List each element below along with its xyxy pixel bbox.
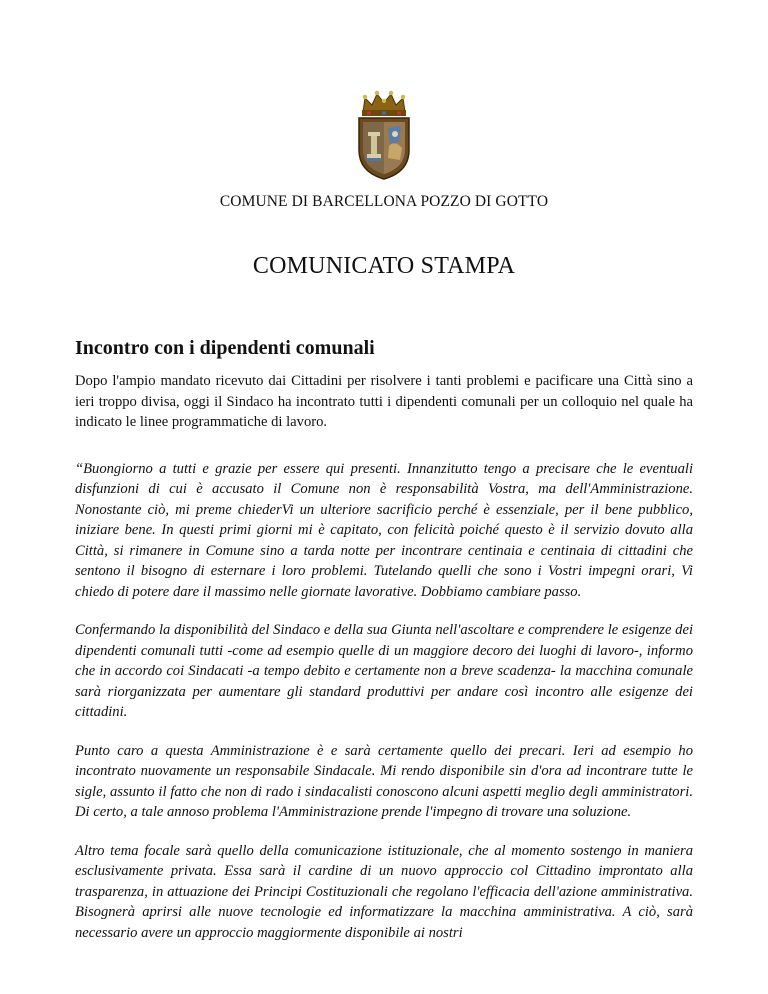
crest-logo [355, 88, 413, 180]
quote-paragraph: Confermando la disponibilità del Sindaco e della sua Giunta nell'ascoltare e comprendere le esigenze dei dipendenti comunali tutti -come ad esempio quelle di un maggiore decoro dei luoghi di lavoro-, informo che in accordo coi Sindacati -a tempo debito e certamente non a breve scadenza- la macchina comunale sarà riorganizzata per aumentare gli standard produttivi per andare così incontro alle esigenze dei cittadini. [75, 622, 693, 720]
quote-paragraph: Punto caro a questa Amministrazione è e sarà certamente quello dei precari. Ieri ad esempio ho incontrato nuovamente un responsabile Sindacale. Mi rendo disponibile sin d'ora ad incontrare tutte le sigle, assunto il fatto che non di rado i sindacalisti conoscono alcuni aspetti meglio degli amministratori. Di certo, a tale annoso problema l'Amministrazione prende l'impegno di trovare una soluzione. [75, 742, 693, 820]
article-headline: Incontro con i dipendenti comunali [75, 337, 375, 359]
article-body [75, 337, 693, 961]
coat-of-arms-icon [355, 88, 413, 180]
intro-paragraph: Dopo l'ampio mandato ricevuto dai Cittadini per risolvere i tanti problemi e pacificare una Città sino a ieri troppo divisa, oggi il Sindaco ha incontrato tutti i dipendenti comunali per un colloquio nel quale ha indicato le linee programmatiche di lavoro. [75, 373, 693, 430]
quote-paragraph: “Buongiorno a tutti e grazie per essere qui presenti. Innanzitutto tengo a precisare che le eventuali disfunzioni di cui è accusato il Comune non è responsabilità Vostra, ma dell'Amministrazione. Nonostante ciò, mi preme chiederVi un ulteriore sacrificio perché è essenziale, per il bene pubblico, iniziare bene. In questi primi giorni mi è capitato, con felicità poiché questo è il servizio dovuto alla Città, si rimanere in Comune sino a tarda notte per incontrare centinaia e centinaia di cittadini che sentono il bisogno di esternare i loro problemi. Tutelando quelli che sono i Vostri impegni orari, Vi chiedo di potere dare il massimo nelle giornate lavorative. Dobbiamo cambiare passo. [75, 460, 693, 600]
document-type-title: COMUNICATO STAMPA [252, 253, 516, 279]
quote-paragraph: Altro tema focale sarà quello della comunicazione istituzionale, che al momento sostengo in maniera esclusivamente privata. Essa sarà il cardine di un nuovo approccio col Cittadino improntato alla trasparenza, in attuazione dei Principi Costituzionali che regolano l'efficacia dell'azione amministrativa. Bisognerà aprirsi alle nuove tecnologie ed informatizzare la macchina amministrativa. A ciò, sarà necessario avere un approccio maggiormente disponibile ai nostri [75, 842, 693, 941]
municipality-name: COMUNE DI BARCELLONA POZZO DI GOTTO [219, 193, 549, 210]
